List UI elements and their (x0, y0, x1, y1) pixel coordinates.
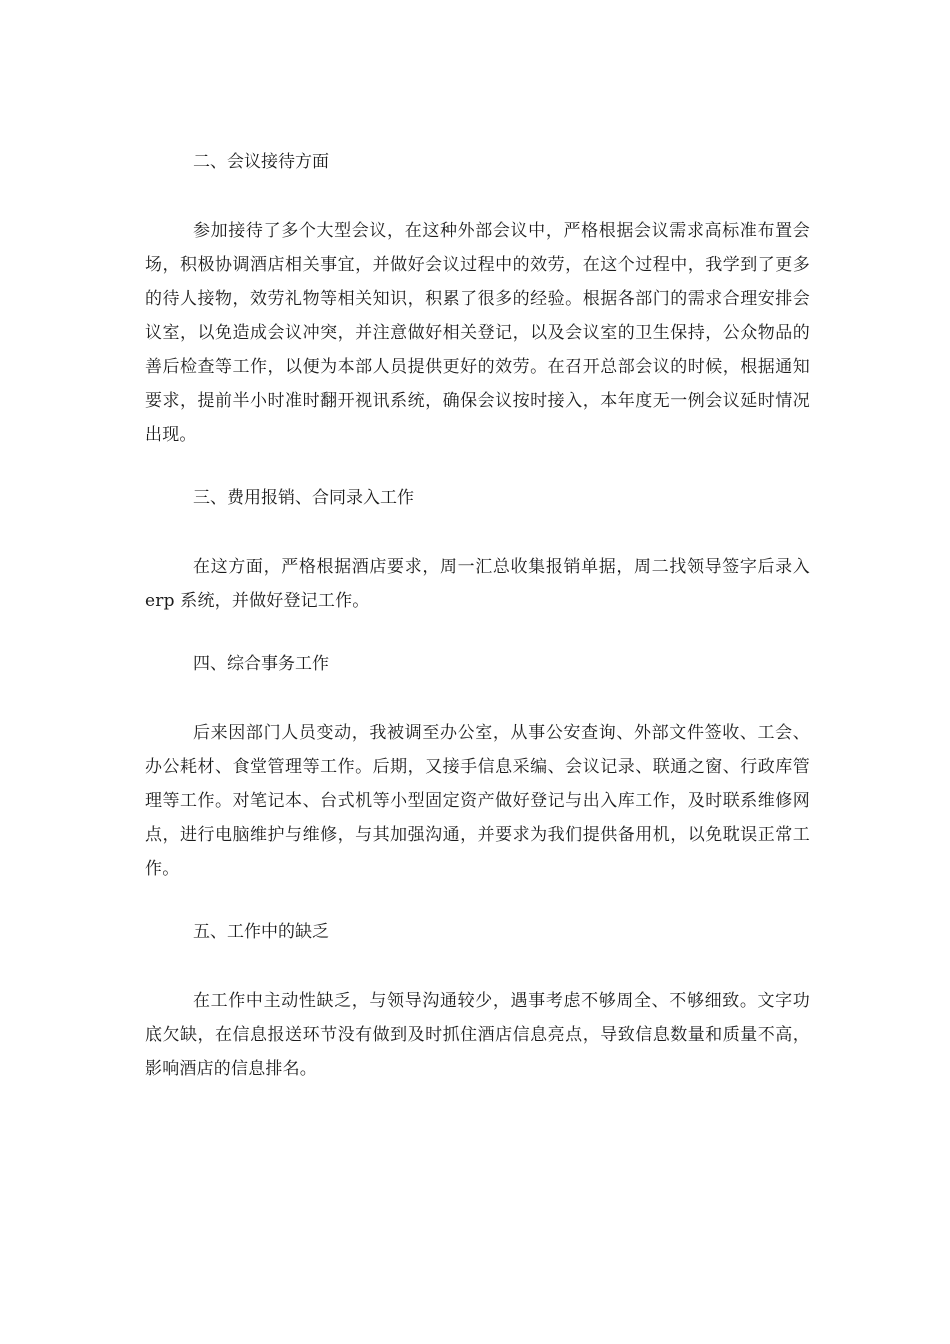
document-page (145, 150, 810, 1086)
section-meeting-reception (145, 150, 810, 486)
section-paragraph: 参加接待了多个大型会议，在这种外部会议中，严格根据会议需求高标准布置会场，积极协调酒店相关事宜，并做好会议过程中的效劳，在这个过程中，我学到了更多的待人接物，效劳礼物等相关知识，积累了很多的经验。根据各部门的需求合理安排会议室，以免造成会议冲突，并注意做好相关登记，以及会议室的卫生保持，公众物品的善后检查等工作，以便为本部人员提供更好的效劳。在召开总部会议的时候，根据通知要求，提前半小时准时翻开视讯系统，确保会议按时接入，本年度无一例会议延时情况出现。 (145, 221, 810, 445)
section-heading: 三、费用报销、合同录入工作 (193, 488, 414, 508)
section-heading: 四、综合事务工作 (193, 654, 329, 674)
section-expense-contract (145, 486, 810, 652)
section-paragraph: 在这方面，严格根据酒店要求，周一汇总收集报销单据，周二找领导签字后录入 erp 系统，并做好登记工作。 (145, 557, 810, 611)
section-heading: 五、工作中的缺乏 (193, 922, 329, 942)
section-paragraph: 在工作中主动性缺乏，与领导沟通较少，遇事考虑不够周全、不够细致。文字功底欠缺，在信息报送环节没有做到及时抓住酒店信息亮点，导致信息数量和质量不高，影响酒店的信息排名。 (145, 991, 810, 1079)
section-shortcomings (145, 920, 810, 1086)
section-heading: 二、会议接待方面 (193, 152, 329, 172)
section-paragraph: 后来因部门人员变动，我被调至办公室，从事公安查询、外部文件签收、工会、办公耗材、食堂管理等工作。后期，又接手信息采编、会议记录、联通之窗、行政库管理等工作。对笔记本、台式机等小型固定资产做好登记与出入库工作，及时联系维修网点，进行电脑维护与维修，与其加强沟通，并要求为我们提供备用机，以免耽误正常工作。 (145, 723, 810, 879)
section-general-affairs (145, 652, 810, 920)
